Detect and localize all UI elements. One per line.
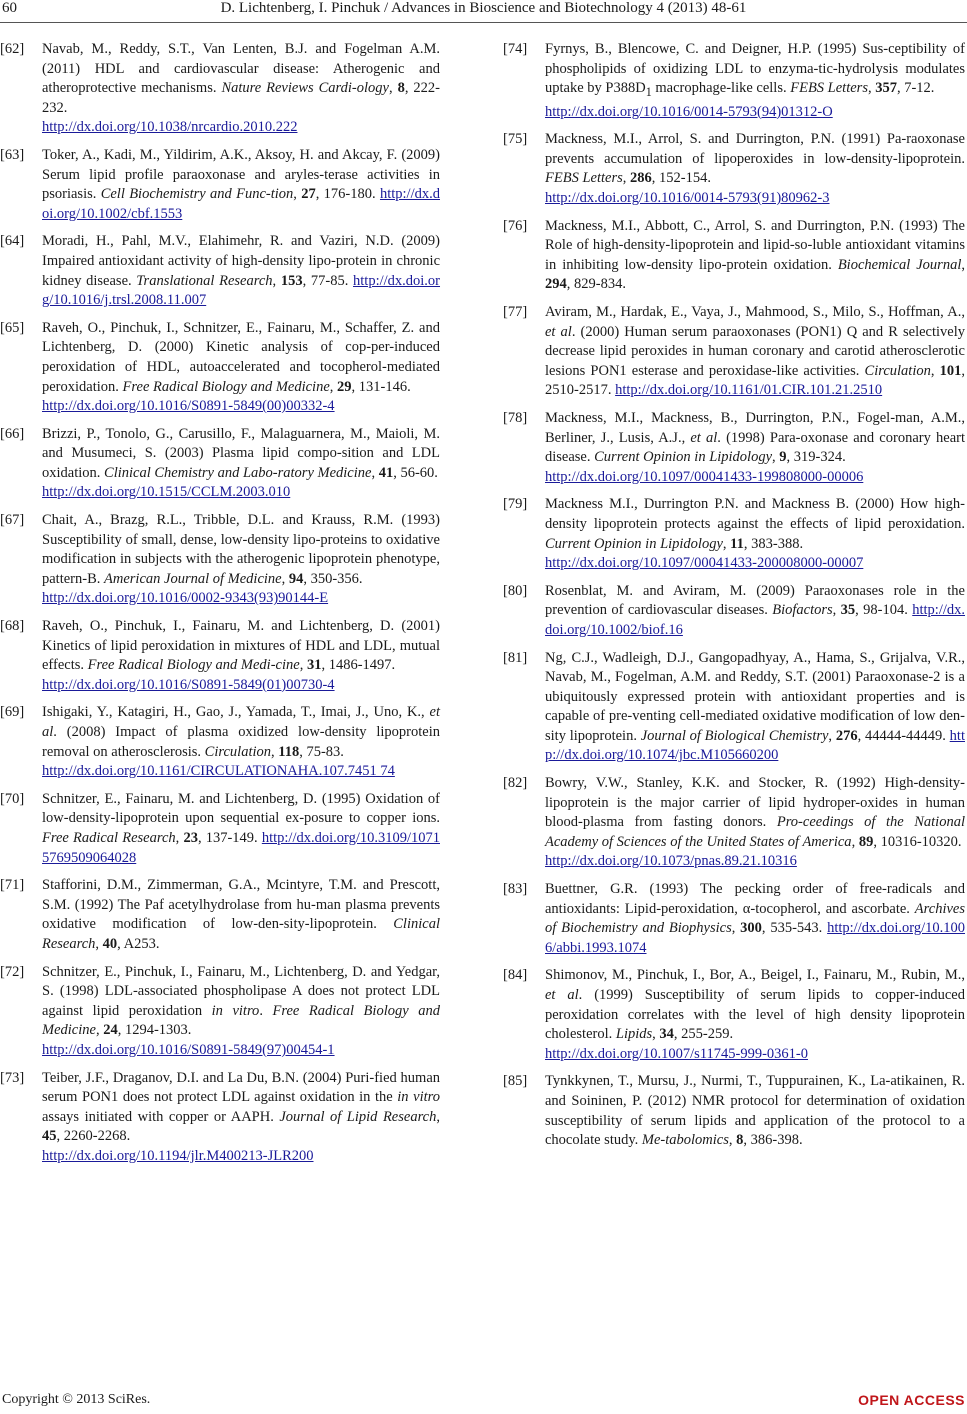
reference-number: [65] — [0, 319, 25, 336]
reference-number: [80] — [503, 582, 528, 599]
reference-column-left — [0, 40, 440, 1174]
doi-link[interactable]: http://dx.doi.org/10.1515/CCLM.2003.010 — [42, 484, 291, 501]
reference-item — [503, 409, 965, 487]
reference-number: [71] — [0, 877, 25, 894]
reference-text — [545, 582, 965, 641]
reference-citation: Bowry, V.W., Stanley, K.K. and Stocker, R. (1992) High-density-lipoprotein is the major carrier of lipid hydroper-oxides in human blood-plasma from fasting donors. Pro-ceedings of the National Academy of Sciences of the United States of America, 89, 10316-10320. — [545, 775, 965, 850]
reference-number: [85] — [503, 1073, 528, 1090]
reference-item — [503, 130, 965, 208]
reference-citation: Tynkkynen, T., Mursu, J., Nurmi, T., Tuppurainen, K., La-atikainen, R. and Soininen, P. (2012) NMR protocol for determination of oxidation susceptibility of serum lipids and application of the protocol to a chocolate study. Me-tabolomics, 8, 386-398. — [545, 1073, 965, 1149]
reference-citation: Chait, A., Brazg, R.L., Tribble, D.L. and Krauss, R.M. (1993) Susceptibility of small, dense, low-density lipo-proteins to oxidative modification in subjects with the atherogenic lipoprotein phenotype, pattern-B. American Journal of Medicine, 94, 350-356. — [42, 512, 440, 587]
reference-text — [42, 790, 440, 868]
reference-item — [503, 217, 965, 295]
doi-link[interactable]: http://dx.doi.org/10.1016/0014-5793(94)01312-O — [545, 103, 833, 120]
reference-number: [76] — [503, 217, 528, 234]
reference-number: [68] — [0, 618, 25, 635]
reference-number: [67] — [0, 512, 25, 529]
reference-citation: Shimonov, M., Pinchuk, I., Bor, A., Beigel, I., Fainaru, M., Rubin, M., et al. (1999) Susceptibility of serum lipids to copper-induced peroxidation correlates with the level of high density lipoprotein cholesterol. Lipids, 34, 255-259. — [545, 967, 965, 1043]
reference-number: [81] — [503, 649, 528, 666]
reference-citation: Ng, C.J., Wadleigh, D.J., Gangopadhyay, A., Hama, S., Grijalva, V.R., Navab, M., Fogelman, A.M. and Reddy, S.T. (2001) Paraoxonase-2 is a ubiquitously expressed protein with antioxidant properties and is capable of pre-venting cell-mediated oxidative modification of low den-sity lipoprotein. Journal of Biological Chemistry, 276, 44444-44449. — [545, 649, 965, 744]
doi-link[interactable]: http://dx.doi.org/10.1161/CIRCULATIONAHA.107.7451 74 — [42, 763, 395, 780]
reference-item — [0, 617, 440, 695]
reference-text — [42, 319, 440, 417]
reference-text — [545, 130, 965, 208]
doi-link[interactable]: http://dx.doi.org/10.1007/s11745-999-0361-0 — [545, 1045, 809, 1062]
reference-item — [503, 774, 965, 872]
reference-citation: Brizzi, P., Tonolo, G., Carusillo, F., Malaguarnera, M., Maioli, M. and Musumeci, S. (2003) Plasma lipid compo-sition and LDL oxidation. Clinical Chemistry and Labo-ratory Medicine, 41, 56-60. — [42, 425, 440, 481]
doi-link[interactable]: http://dx.doi.org/10.1006/abbi.1993.1074 — [545, 920, 965, 956]
reference-item — [0, 1069, 440, 1167]
reference-citation: Toker, A., Kadi, M., Yildirim, A.K., Aksoy, H. and Akcay, F. (2009) Serum lipid profile paraoxonase and aryles-terase activities in psoriasis. Cell Biochemistry and Func-tion, 27, 176-180. — [42, 146, 440, 203]
doi-link[interactable]: http://dx.doi.org/10.1161/01.CIR.101.21.2510 — [615, 382, 883, 399]
doi-link[interactable]: http://dx.doi.org/10.1016/j.trsl.2008.11.007 — [42, 272, 441, 309]
reference-item — [503, 880, 965, 958]
reference-item — [503, 966, 965, 1064]
reference-text — [42, 511, 440, 609]
reference-text — [42, 617, 440, 695]
reference-citation: Aviram, M., Hardak, E., Vaya, J., Mahmood, S., Milo, S., Hoffman, A., et al. (2000) Human serum paraoxonases (PON1) Q and R selectively decrease lipid peroxides in human coronary and carotid atherosclerotic lesions PON1 esterase and peroxidase-like activities. Circulation, 101, 2510-2517. — [545, 304, 965, 399]
reference-item — [0, 146, 440, 224]
doi-link[interactable]: http://dx.doi.org/10.1002/cbf.1553 — [42, 186, 440, 222]
reference-text — [42, 876, 440, 954]
doi-link[interactable]: http://dx.doi.org/10.1097/00041433-199808000-00006 — [545, 468, 864, 485]
reference-citation: Rosenblat, M. and Aviram, M. (2009) Paraoxonases role in the prevention of cardiovascular diseases. Biofactors, 35, 98-104. — [545, 582, 965, 619]
reference-number: [78] — [503, 409, 528, 426]
reference-number: [73] — [0, 1069, 25, 1086]
reference-text — [545, 217, 965, 295]
doi-link[interactable]: http://dx.doi.org/10.1002/biof.16 — [545, 602, 966, 638]
reference-column-right — [503, 40, 965, 1159]
reference-citation: Moradi, H., Pahl, M.V., Elahimehr, R. and Vaziri, N.D. (2009) Impaired antioxidant activity of high-density lipo-protein in chronic kidney disease. Translational Research, 153, 77-85. — [42, 233, 440, 289]
reference-citation: Mackness M.I., Durrington P.N. and Mackness B. (2000) How high-density lipoprotein protects against the effects of lipid peroxidation. Current Opinion in Lipidology, 11, 383-388. — [545, 496, 965, 552]
reference-item — [0, 876, 440, 954]
reference-text — [545, 303, 965, 401]
open-access-label: OPEN ACCESS — [858, 1392, 965, 1408]
reference-item — [0, 703, 440, 781]
reference-number: [83] — [503, 881, 528, 898]
doi-link[interactable]: http://dx.doi.org/10.1194/jlr.M400213-JLR200 — [42, 1147, 314, 1164]
doi-link[interactable]: http://dx.doi.org/10.1038/nrcardio.2010.222 — [42, 119, 298, 136]
reference-item — [0, 232, 440, 310]
reference-number: [66] — [0, 425, 25, 442]
reference-citation: Navab, M., Reddy, S.T., Van Lenten, B.J. and Fogelman A.M. (2011) HDL and cardiovascular disease: Atherogenic and atheroprotective mechanisms. Nature Reviews Cardi-ology, 8, 222-232. — [42, 41, 440, 116]
reference-text — [545, 40, 965, 122]
page-number: 60 — [2, 0, 17, 16]
reference-number: [77] — [503, 304, 528, 321]
reference-number: [70] — [0, 790, 25, 807]
reference-number: [62] — [0, 41, 25, 57]
reference-text — [545, 1072, 965, 1150]
reference-number: [82] — [503, 775, 528, 792]
copyright-notice: Copyright © 2013 SciRes. — [2, 1392, 151, 1407]
doi-link[interactable]: http://dx.doi.org/10.1016/S0891-5849(97)00454-1 — [42, 1041, 335, 1058]
doi-link[interactable]: http://dx.doi.org/10.3109/10715769509064028 — [42, 829, 440, 866]
reference-citation: Mackness, M.I., Abbott, C., Arrol, S. and Durrington, P.N. (1993) The Role of high-density-lipoprotein and lipid-so-luble antioxidant vitamins in inhibiting low-density lipo-protein oxidation. Biochemical Journal, 294, 829-834. — [545, 217, 965, 293]
reference-number: [75] — [503, 131, 528, 148]
reference-text — [545, 966, 965, 1064]
doi-link[interactable]: http://dx.doi.org/10.1016/S0891-5849(00)00332-4 — [42, 398, 335, 415]
reference-citation: Schnitzer, E., Fainaru, M. and Lichtenberg, D. (1995) Oxidation of low-density-lipoprotein upon sequential ex-posure to copper ions. Free Radical Research, 23, 137-149. — [42, 790, 440, 846]
reference-citation: Buettner, G.R. (1993) The pecking order of free-radicals and antioxidants: Lipid-peroxidation, α-tocopherol, and ascorbate. Archives of Biochemistry and Biophysics, 300, 535-543. — [545, 881, 965, 937]
reference-citation: Stafforini, D.M., Zimmerman, G.A., Mcintyre, T.M. and Prescott, S.M. (1992) The Paf acetylhydrolase from hu-man plasma prevents oxidative modification of low-den-sity-lipoprotein. Clinical Research, 40, A253. — [42, 877, 440, 952]
reference-citation: Schnitzer, E., Pinchuk, I., Fainaru, M., Lichtenberg, D. and Yedgar, S. (1998) LDL-associated phospholipase A does not protect LDL against lipid peroxidation in vitro. Free Radical Biology and Medicine, 24, 1294-1303. — [42, 963, 440, 1039]
reference-text — [42, 232, 440, 310]
reference-citation: Ishigaki, Y., Katagiri, H., Gao, J., Yamada, T., Imai, J., Uno, K., et al. (2008) Impact of plasma oxidized low-density lipoprotein removal on atherosclerosis. Circulation, 118, 75-83. — [42, 704, 440, 760]
reference-text — [42, 146, 440, 224]
reference-item — [0, 40, 440, 138]
reference-text — [42, 40, 440, 138]
reference-item — [0, 963, 440, 1061]
reference-item — [503, 40, 965, 122]
reference-citation: Mackness, M.I., Arrol, S. and Durrington, P.N. (1991) Pa-raoxonase prevents accumulation of lipoperoxides in low-density-lipoprotein. FEBS Letters, 286, 152-154. — [545, 131, 965, 187]
reference-text — [545, 774, 965, 872]
reference-item — [0, 425, 440, 503]
reference-text — [42, 1069, 440, 1167]
reference-item — [0, 511, 440, 609]
reference-text — [42, 703, 440, 781]
header-divider — [0, 22, 967, 23]
reference-citation: Mackness, M.I., Mackness, B., Durrington, P.N., Fogel-man, A.M., Berliner, J., Lusis, A.J., et al. (1998) Para-oxonase and coronary heart disease. Current Opinion in Lipidology, 9, 319-324. — [545, 409, 965, 466]
doi-link[interactable]: http://dx.doi.org/10.1016/0014-5793(91)80962-3 — [545, 190, 830, 207]
doi-link[interactable]: http://dx.doi.org/10.1016/0002-9343(93)90144-E — [42, 590, 329, 607]
reference-text — [42, 425, 440, 503]
reference-number: [72] — [0, 963, 25, 980]
reference-item — [503, 649, 965, 767]
reference-citation: Raveh, O., Pinchuk, I., Fainaru, M. and Lichtenberg, D. (2001) Kinetics of lipid peroxidation in mixtures of HDL and LDL, mutual effects. Free Radical Biology and Medi-cine, 31, 1486-1497. — [42, 618, 440, 674]
running-header: D. Lichtenberg, I. Pinchuk / Advances in Bioscience and Biotechnology 4 (2013) 48-61 — [220, 0, 747, 16]
reference-text — [545, 495, 965, 573]
reference-item — [503, 1072, 965, 1150]
reference-number: [69] — [0, 704, 25, 721]
reference-number: [74] — [503, 41, 528, 57]
reference-text — [545, 649, 965, 767]
reference-item — [503, 303, 965, 401]
reference-number: [64] — [0, 233, 25, 250]
reference-text — [545, 409, 965, 487]
reference-citation: Teiber, J.F., Draganov, D.I. and La Du, B.N. (2004) Puri-fied human serum PON1 does not protect LDL against oxidation in the in vitro assays initiated with copper or AAPH. Journal of Lipid Research, 45, 2260-2268. — [42, 1069, 440, 1145]
reference-citation: Raveh, O., Pinchuk, I., Schnitzer, E., Fainaru, M., Schaffer, Z. and Lichtenberg, D. (2000) Kinetic analysis of cop-per-induced peroxidation of HDL, autoaccelerated and tocopherol-mediated peroxidation. Free Radical Biology and Medicine, 29, 131-146. — [42, 319, 440, 395]
doi-link[interactable]: http://dx.doi.org/10.1073/pnas.89.21.10316 — [545, 853, 797, 870]
doi-link[interactable]: http://dx.doi.org/10.1016/S0891-5849(01)00730-4 — [42, 676, 335, 693]
doi-link[interactable]: http://dx.doi.org/10.1074/jbc.M105660200 — [545, 727, 965, 764]
reference-item — [503, 582, 965, 641]
reference-item — [0, 319, 440, 417]
reference-number: [84] — [503, 967, 528, 984]
reference-citation: Fyrnys, B., Blencowe, C. and Deigner, H.P. (1995) Sus-ceptibility of phospholipids of oxidizing LDL to enzyma-tic-hydrolysis modulates uptake by $P388D_1$ macrophage-like cells. FEBS Letters, 357, 7-12. — [545, 41, 965, 100]
reference-text — [545, 880, 965, 958]
reference-text — [42, 963, 440, 1061]
reference-number: [63] — [0, 146, 25, 163]
doi-link[interactable]: http://dx.doi.org/10.1097/00041433-200008000-00007 — [545, 555, 864, 572]
reference-number: [79] — [503, 496, 528, 513]
reference-item — [503, 495, 965, 573]
reference-item — [0, 790, 440, 868]
